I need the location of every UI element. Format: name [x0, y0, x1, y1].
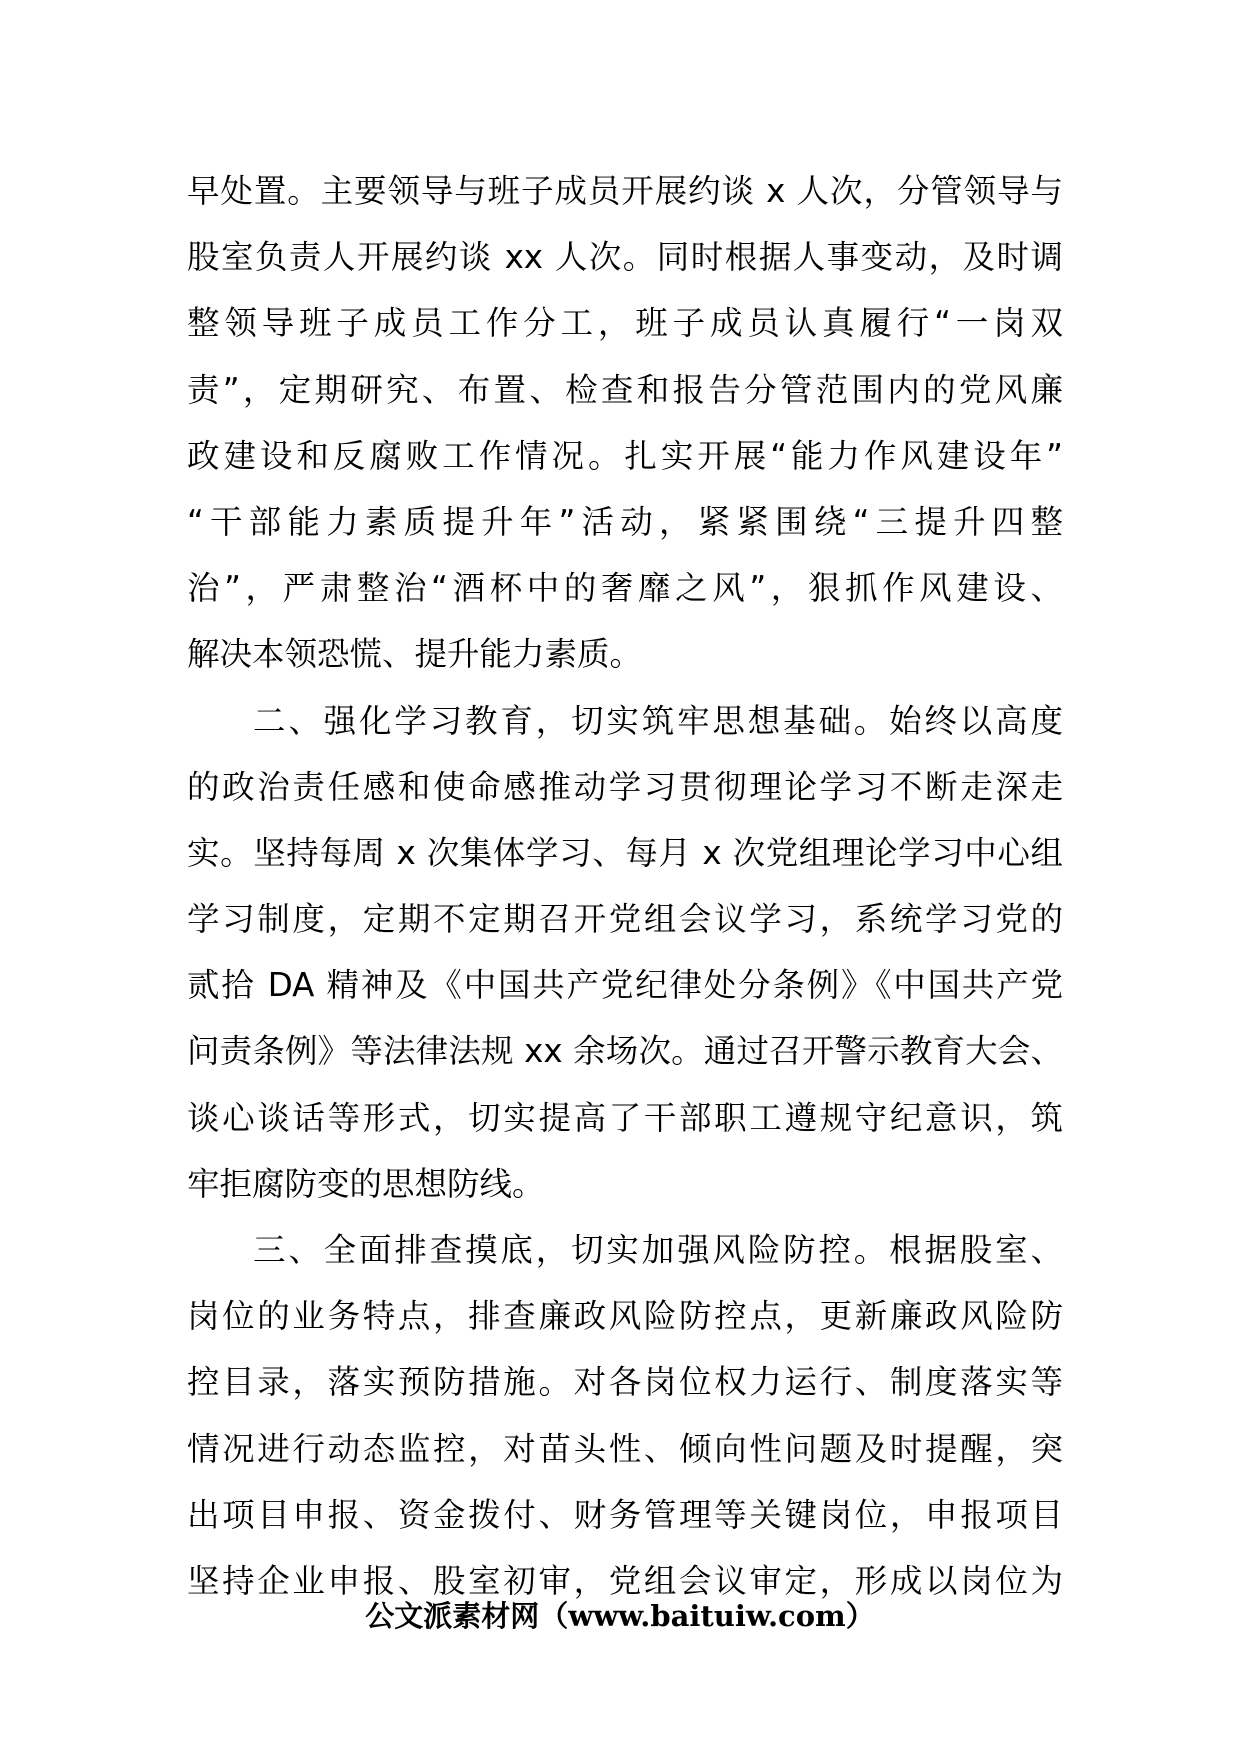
text-line: 学习制度，定期不定期召开党组会议学习，系统学习党的 — [187, 900, 1063, 939]
text-line: 股室负责人开展约谈 xx 人次。同时根据人事变动，及时调 — [187, 238, 1063, 277]
text-line: 早处置。主要领导与班子成员开展约谈 x 人次，分管领导与 — [187, 172, 1063, 210]
section-heading-line: 三、全面排查摸底，切实加强风险防控。根据股室、 — [253, 1231, 1063, 1269]
text-line: 解决本领恐慌、提升能力素质。 — [187, 635, 643, 674]
document-body — [187, 158, 1063, 1614]
text-line: 出项目申报、资金拨付、财务管理等关键岗位，申报项目 — [187, 1495, 1063, 1534]
text-line: 问责条例》等法律法规 xx 余场次。通过召开警示教育大会、 — [187, 1032, 1063, 1071]
text-line: 坚持企业申报、股室初审，党组会议审定，形成以岗位为 — [187, 1561, 1063, 1600]
text-line: 整领导班子成员工作分工，班子成员认真履行“一岗双 — [187, 304, 1063, 343]
text-line: 实。坚持每周 x 次集体学习、每月 x 次党组理论学习中心组 — [187, 833, 1063, 872]
text-line: 谈心谈话等形式，切实提高了干部职工遵规守纪意识，筑 — [187, 1098, 1063, 1137]
section-heading-line: 二、强化学习教育，切实筑牢思想基础。始终以高度 — [253, 701, 1063, 740]
text-line: 情况进行动态监控，对苗头性、倾向性问题及时提醒，突 — [187, 1429, 1063, 1468]
text-line: 贰拾 DA 精神及《中国共产党纪律处分条例》《中国共产党 — [187, 966, 1063, 1005]
text-line: 的政治责任感和使命感推动学习贯彻理论学习不断走深走 — [187, 767, 1063, 806]
footer-watermark: 公文派素材网（www.baituiw.com） — [365, 1599, 875, 1633]
text-line: 责”，定期研究、布置、检查和报告分管范围内的党风廉 — [187, 370, 1063, 409]
text-line: 控目录，落实预防措施。对各岗位权力运行、制度落实等 — [187, 1363, 1063, 1402]
text-line: 政建设和反腐败工作情况。扎实开展“能力作风建设年” — [187, 436, 1063, 475]
text-line: “干部能力素质提升年”活动，紧紧围绕“三提升四整 — [187, 502, 1063, 541]
text-line: 治”，严肃整治“酒杯中的奢靡之风”，狠抓作风建设、 — [187, 569, 1063, 608]
text-line: 牢拒腐防变的思想防线。 — [187, 1164, 545, 1203]
text-line: 岗位的业务特点，排查廉政风险防控点，更新廉政风险防 — [187, 1297, 1063, 1336]
